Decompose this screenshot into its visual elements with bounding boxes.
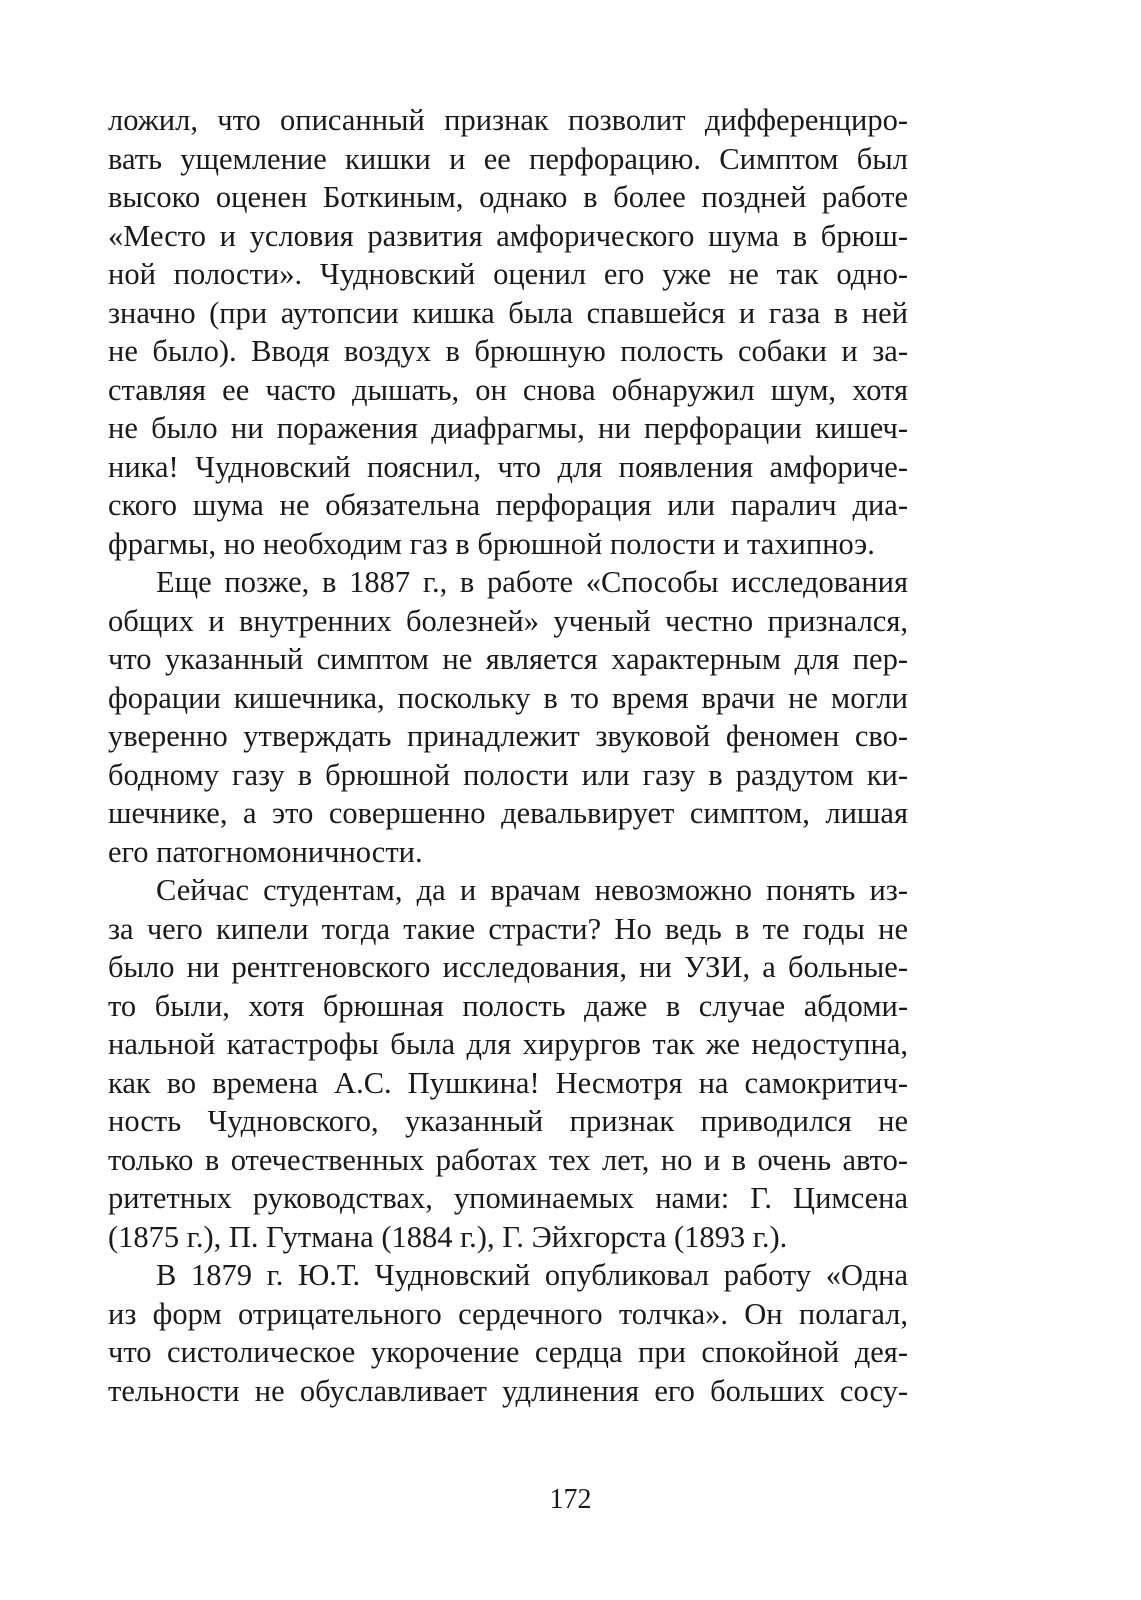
text-line: что указанный симптом не является характерным для пер-	[108, 642, 908, 676]
paragraph	[108, 1256, 908, 1410]
text-line: значно (при аутопсии кишка была спавшейся и газа в ней	[108, 295, 908, 330]
text-line: (1875 г.), П. Гутмана (1884 г.), Г. Эйхгорста (1893 г.).	[108, 1219, 788, 1254]
text-line: фрагмы, но необходим газ в брюшной полости и тахипноэ.	[108, 526, 875, 561]
text-line: было ни рентгеновского исследования, ни УЗИ, а больные-	[108, 950, 908, 984]
text-line: ника! Чудновский пояснил, что для появления амфориче-	[108, 449, 908, 484]
text-line: тельности не обуславливает удлинения его больших сосу-	[108, 1373, 908, 1408]
text-line: только в отечественных работах тех лет, но и в очень авто-	[108, 1142, 908, 1177]
text-line: нальной катастрофы была для хирургов так же недоступна,	[108, 1027, 908, 1061]
text-line: бодному газу в брюшной полости или газу в раздутом ки-	[108, 757, 908, 792]
text-line: Еще позже, в 1887 г., в работе «Способы исследования	[156, 565, 908, 599]
text-line: не было). Вводя воздух в брюшную полость собаки и за-	[108, 334, 908, 368]
text-line: шечнике, а это совершенно девальвирует симптом, лишая	[108, 796, 908, 830]
text-line: ложил, что описанный признак позволит дифференциро-	[108, 103, 908, 137]
page-number: 172	[549, 1484, 592, 1515]
text-line: уверенно утверждать принадлежит звуковой феномен сво-	[108, 719, 908, 753]
text-line: что систолическое укорочение сердца при спокойной дея-	[108, 1335, 908, 1369]
text-line: ского шума не обязательна перфорация или паралич диа-	[108, 488, 908, 522]
paragraph	[108, 871, 908, 1256]
text-line: Сейчас студентам, да и врачам невозможно понять из-	[156, 873, 908, 907]
text-line: ной полости». Чудновский оценил его уже не так одно-	[108, 257, 908, 291]
text-line: то были, хотя брюшная полость даже в случае абдоми-	[108, 988, 908, 1023]
text-line: высоко оценен Боткиным, однако в более поздней работе	[108, 180, 908, 214]
text-line: ритетных руководствах, упоминаемых нами: Г. Цимсена	[108, 1181, 908, 1215]
text-line: ность Чудновского, указанный признак приводился не	[108, 1104, 908, 1138]
text-line: «Место и условия развития амфорического шума в брюш-	[108, 218, 908, 253]
text-line: ставляя ее часто дышать, он снова обнаружил шум, хотя	[108, 372, 908, 407]
body-text	[108, 101, 908, 1410]
paragraph	[108, 101, 908, 563]
paragraph	[108, 563, 908, 871]
text-line: В 1879 г. Ю.Т. Чудновский опубликовал работу «Одна	[156, 1258, 908, 1292]
text-line: из форм отрицательного сердечного толчка». Он полагал,	[108, 1296, 908, 1331]
text-line: не было ни поражения диафрагмы, ни перфорации кишеч-	[108, 411, 908, 445]
text-line: общих и внутренних болезней» ученый честно признался,	[108, 603, 908, 638]
text-line: его патогномоничности.	[108, 834, 423, 869]
text-line: вать ущемление кишки и ее перфорацию. Симптом был	[108, 141, 908, 176]
text-line: форации кишечника, поскольку в то время врачи не могли	[108, 680, 908, 715]
text-line: за чего кипели тогда такие страсти? Но ведь в те годы не	[108, 911, 908, 946]
text-line: как во времена А.С. Пушкина! Несмотря на самокритич-	[108, 1065, 908, 1100]
